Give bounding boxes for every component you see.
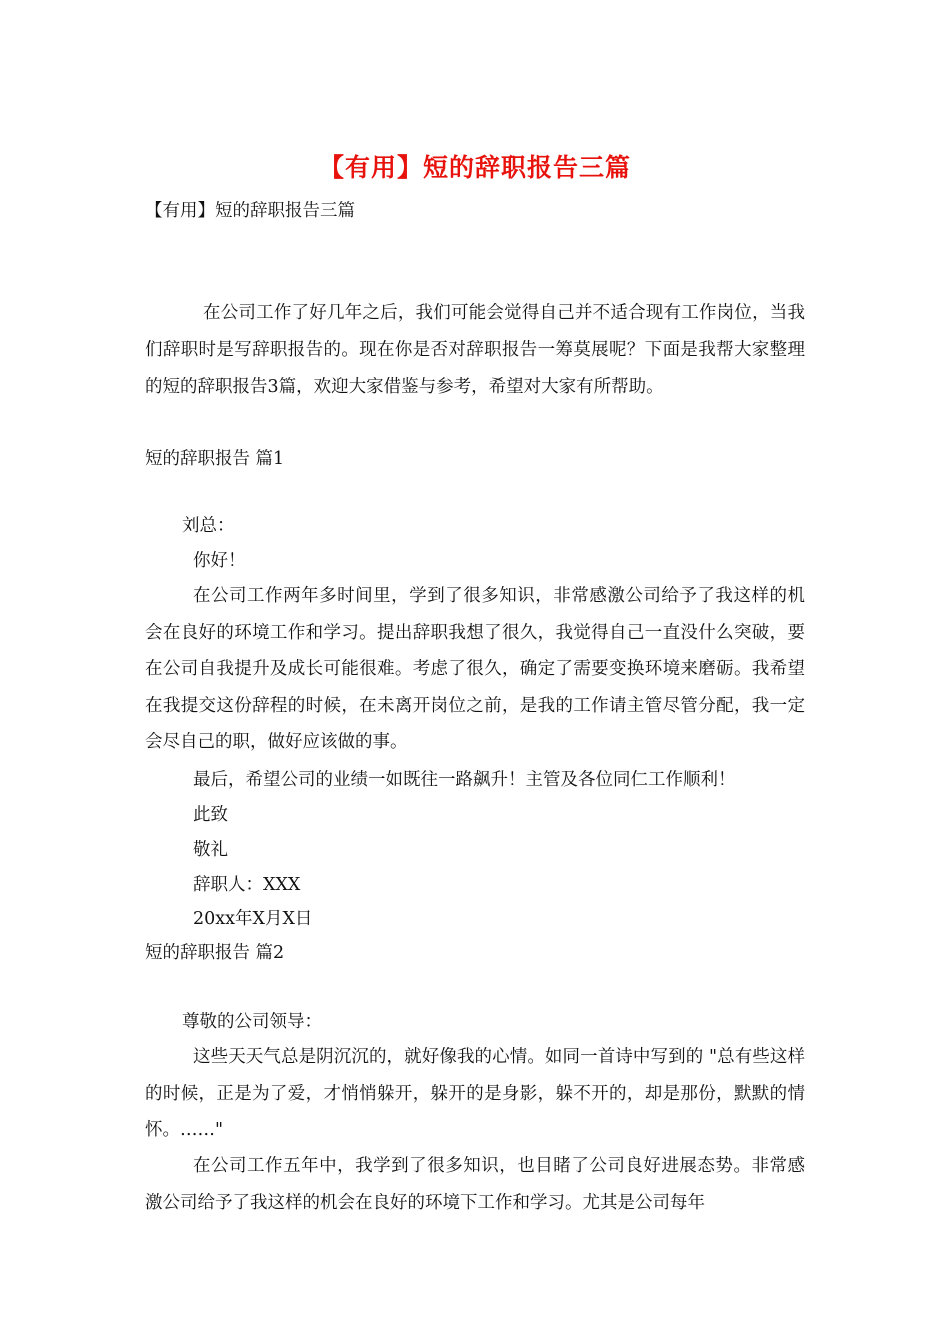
section1-closing: 最后，希望公司的业绩一如既往一路飙升！主管及各位同仁工作顺利！ [193, 770, 736, 790]
section2-paragraph-2: 在公司工作五年中，我学到了很多知识，也目睹了公司良好进展态势。非常感激公司给予了我这样的机会在良好的环境下工作和学习。尤其是公司每年 [145, 1156, 805, 1213]
document-subtitle: 【有用】短的辞职报告三篇 [145, 201, 355, 221]
section1-ci-zhi: 此致 [193, 805, 228, 825]
section1-signature: 辞职人：XXX [193, 875, 301, 895]
section2-heading: 短的辞职报告 篇2 [145, 943, 285, 963]
section1-salutation: 刘总： [182, 516, 235, 536]
section2-salutation: 尊敬的公司领导： [182, 1012, 322, 1032]
section1-heading: 短的辞职报告 篇1 [145, 449, 285, 469]
section1-body: 在公司工作两年多时间里，学到了很多知识，非常感激公司给予了我这样的机会在良好的环境工作和学习。提出辞职我想了很久，我觉得自己一直没什么突破，要在公司自我提升及成长可能很难。考虑了很久，确定了需要变换环境来磨砺。我希望在我提交这份辞程的时候，在未离开岗位之前，是我的工作请主管尽管分配，我一定会尽自己的职，做好应该做的事。 [145, 586, 805, 752]
section1-date: 20xx年X月X日 [193, 909, 313, 929]
document-title: 【有用】短的辞职报告三篇 [318, 153, 631, 182]
section1-jing-li: 敬礼 [193, 840, 228, 860]
section1-greeting: 你好！ [193, 551, 246, 571]
intro-paragraph: 在公司工作了好几年之后，我们可能会觉得自己并不适合现有工作岗位，当我们辞职时是写辞职报告的。现在你是否对辞职报告一筹莫展呢？下面是我帮大家整理的短的辞职报告3篇，欢迎大家借鉴与参考，希望对大家有所帮助。 [145, 303, 805, 397]
section2-paragraph-1: 这些天天气总是阴沉沉的，就好像我的心情。如同一首诗中写到的 "总有些这样的时候，正是为了爱，才悄悄躲开，躲开的是身影，躲不开的，却是那份，默默的情怀。……" [145, 1047, 805, 1140]
